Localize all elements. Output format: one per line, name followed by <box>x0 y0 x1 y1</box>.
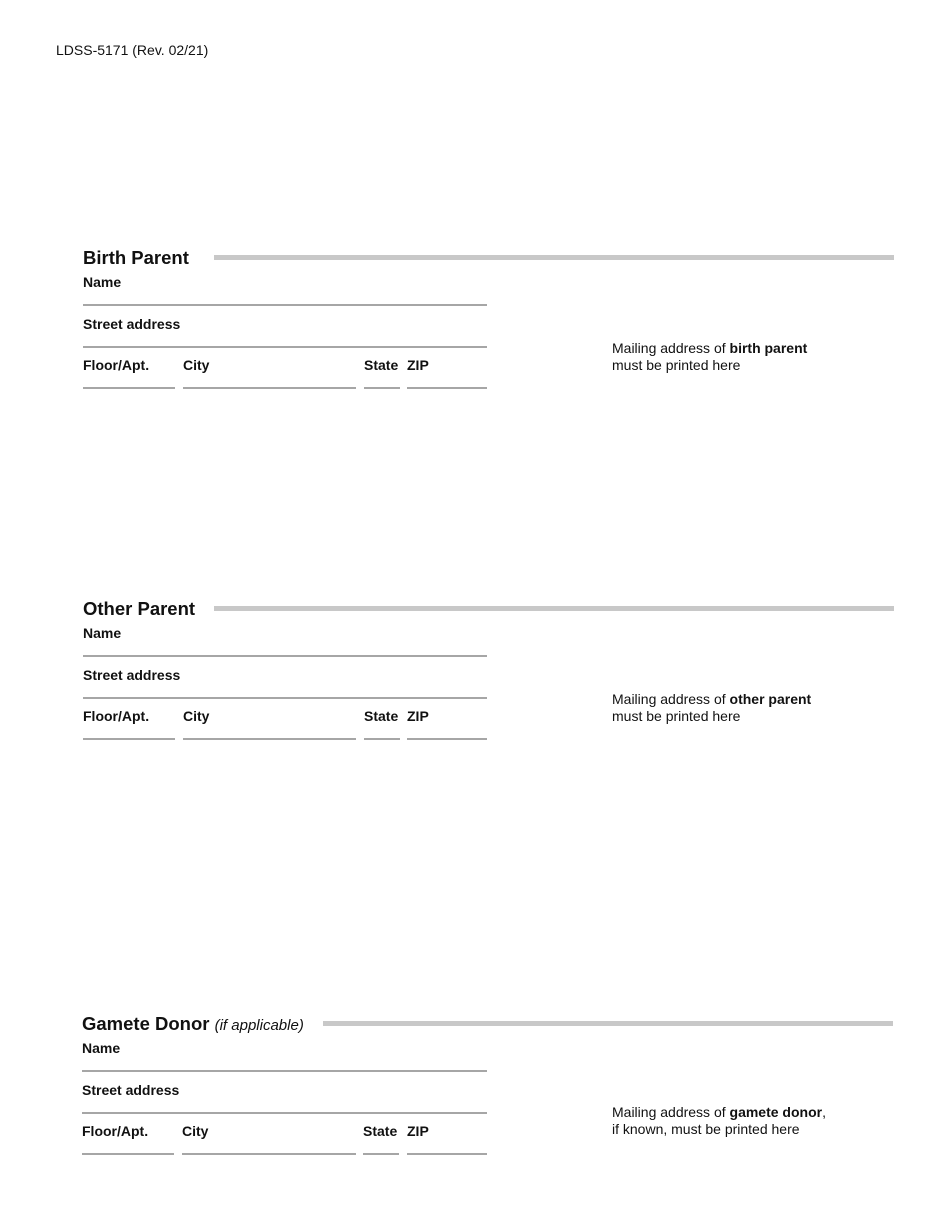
gamete-donor-section <box>0 1013 950 1163</box>
city-label: City <box>183 357 210 373</box>
city-field[interactable] <box>183 738 356 740</box>
state-label: State <box>364 357 399 373</box>
street-label: Street address <box>82 1082 180 1098</box>
street-label: Street address <box>83 316 181 332</box>
floor-label: Floor/Apt. <box>83 708 150 724</box>
floor-field[interactable] <box>83 387 175 389</box>
section-rule <box>214 606 894 611</box>
street-field[interactable] <box>83 697 487 699</box>
street-label: Street address <box>83 667 181 683</box>
section-title-note: (if applicable) <box>214 1017 304 1034</box>
zip-field[interactable] <box>407 1153 487 1155</box>
section-title-text: Gamete Donor <box>82 1013 210 1034</box>
state-field[interactable] <box>364 387 400 389</box>
name-field[interactable] <box>83 304 487 306</box>
mailing-note: Mailing address of other parent must be printed here <box>612 691 812 724</box>
city-label: City <box>182 1123 209 1139</box>
form-id: LDSS-5171 (Rev. 02/21) <box>56 42 209 58</box>
zip-field[interactable] <box>407 387 487 389</box>
zip-field[interactable] <box>407 738 487 740</box>
mailing-note: Mailing address of birth parent must be printed here <box>612 340 808 373</box>
section-title: Other Parent <box>83 598 196 619</box>
street-field[interactable] <box>82 1112 487 1114</box>
street-field[interactable] <box>83 346 487 348</box>
city-field[interactable] <box>183 387 356 389</box>
name-label: Name <box>83 625 122 641</box>
city-label: City <box>183 708 210 724</box>
floor-field[interactable] <box>83 738 175 740</box>
birth-parent-section <box>0 247 950 397</box>
state-field[interactable] <box>363 1153 399 1155</box>
name-field[interactable] <box>82 1070 487 1072</box>
name-label: Name <box>83 274 122 290</box>
section-title: Birth Parent <box>83 247 189 268</box>
name-field[interactable] <box>83 655 487 657</box>
floor-label: Floor/Apt. <box>83 357 150 373</box>
mailing-note: Mailing address of gamete donor, if known, must be printed here <box>612 1104 826 1137</box>
state-field[interactable] <box>364 738 400 740</box>
zip-label: ZIP <box>407 1123 429 1139</box>
city-field[interactable] <box>182 1153 356 1155</box>
floor-label: Floor/Apt. <box>82 1123 149 1139</box>
state-label: State <box>363 1123 398 1139</box>
section-rule <box>323 1021 893 1026</box>
floor-field[interactable] <box>82 1153 174 1155</box>
zip-label: ZIP <box>407 708 429 724</box>
section-rule <box>214 255 894 260</box>
state-label: State <box>364 708 399 724</box>
section-title <box>82 1013 304 1035</box>
other-parent-section <box>0 598 950 748</box>
zip-label: ZIP <box>407 357 429 373</box>
name-label: Name <box>82 1040 121 1056</box>
